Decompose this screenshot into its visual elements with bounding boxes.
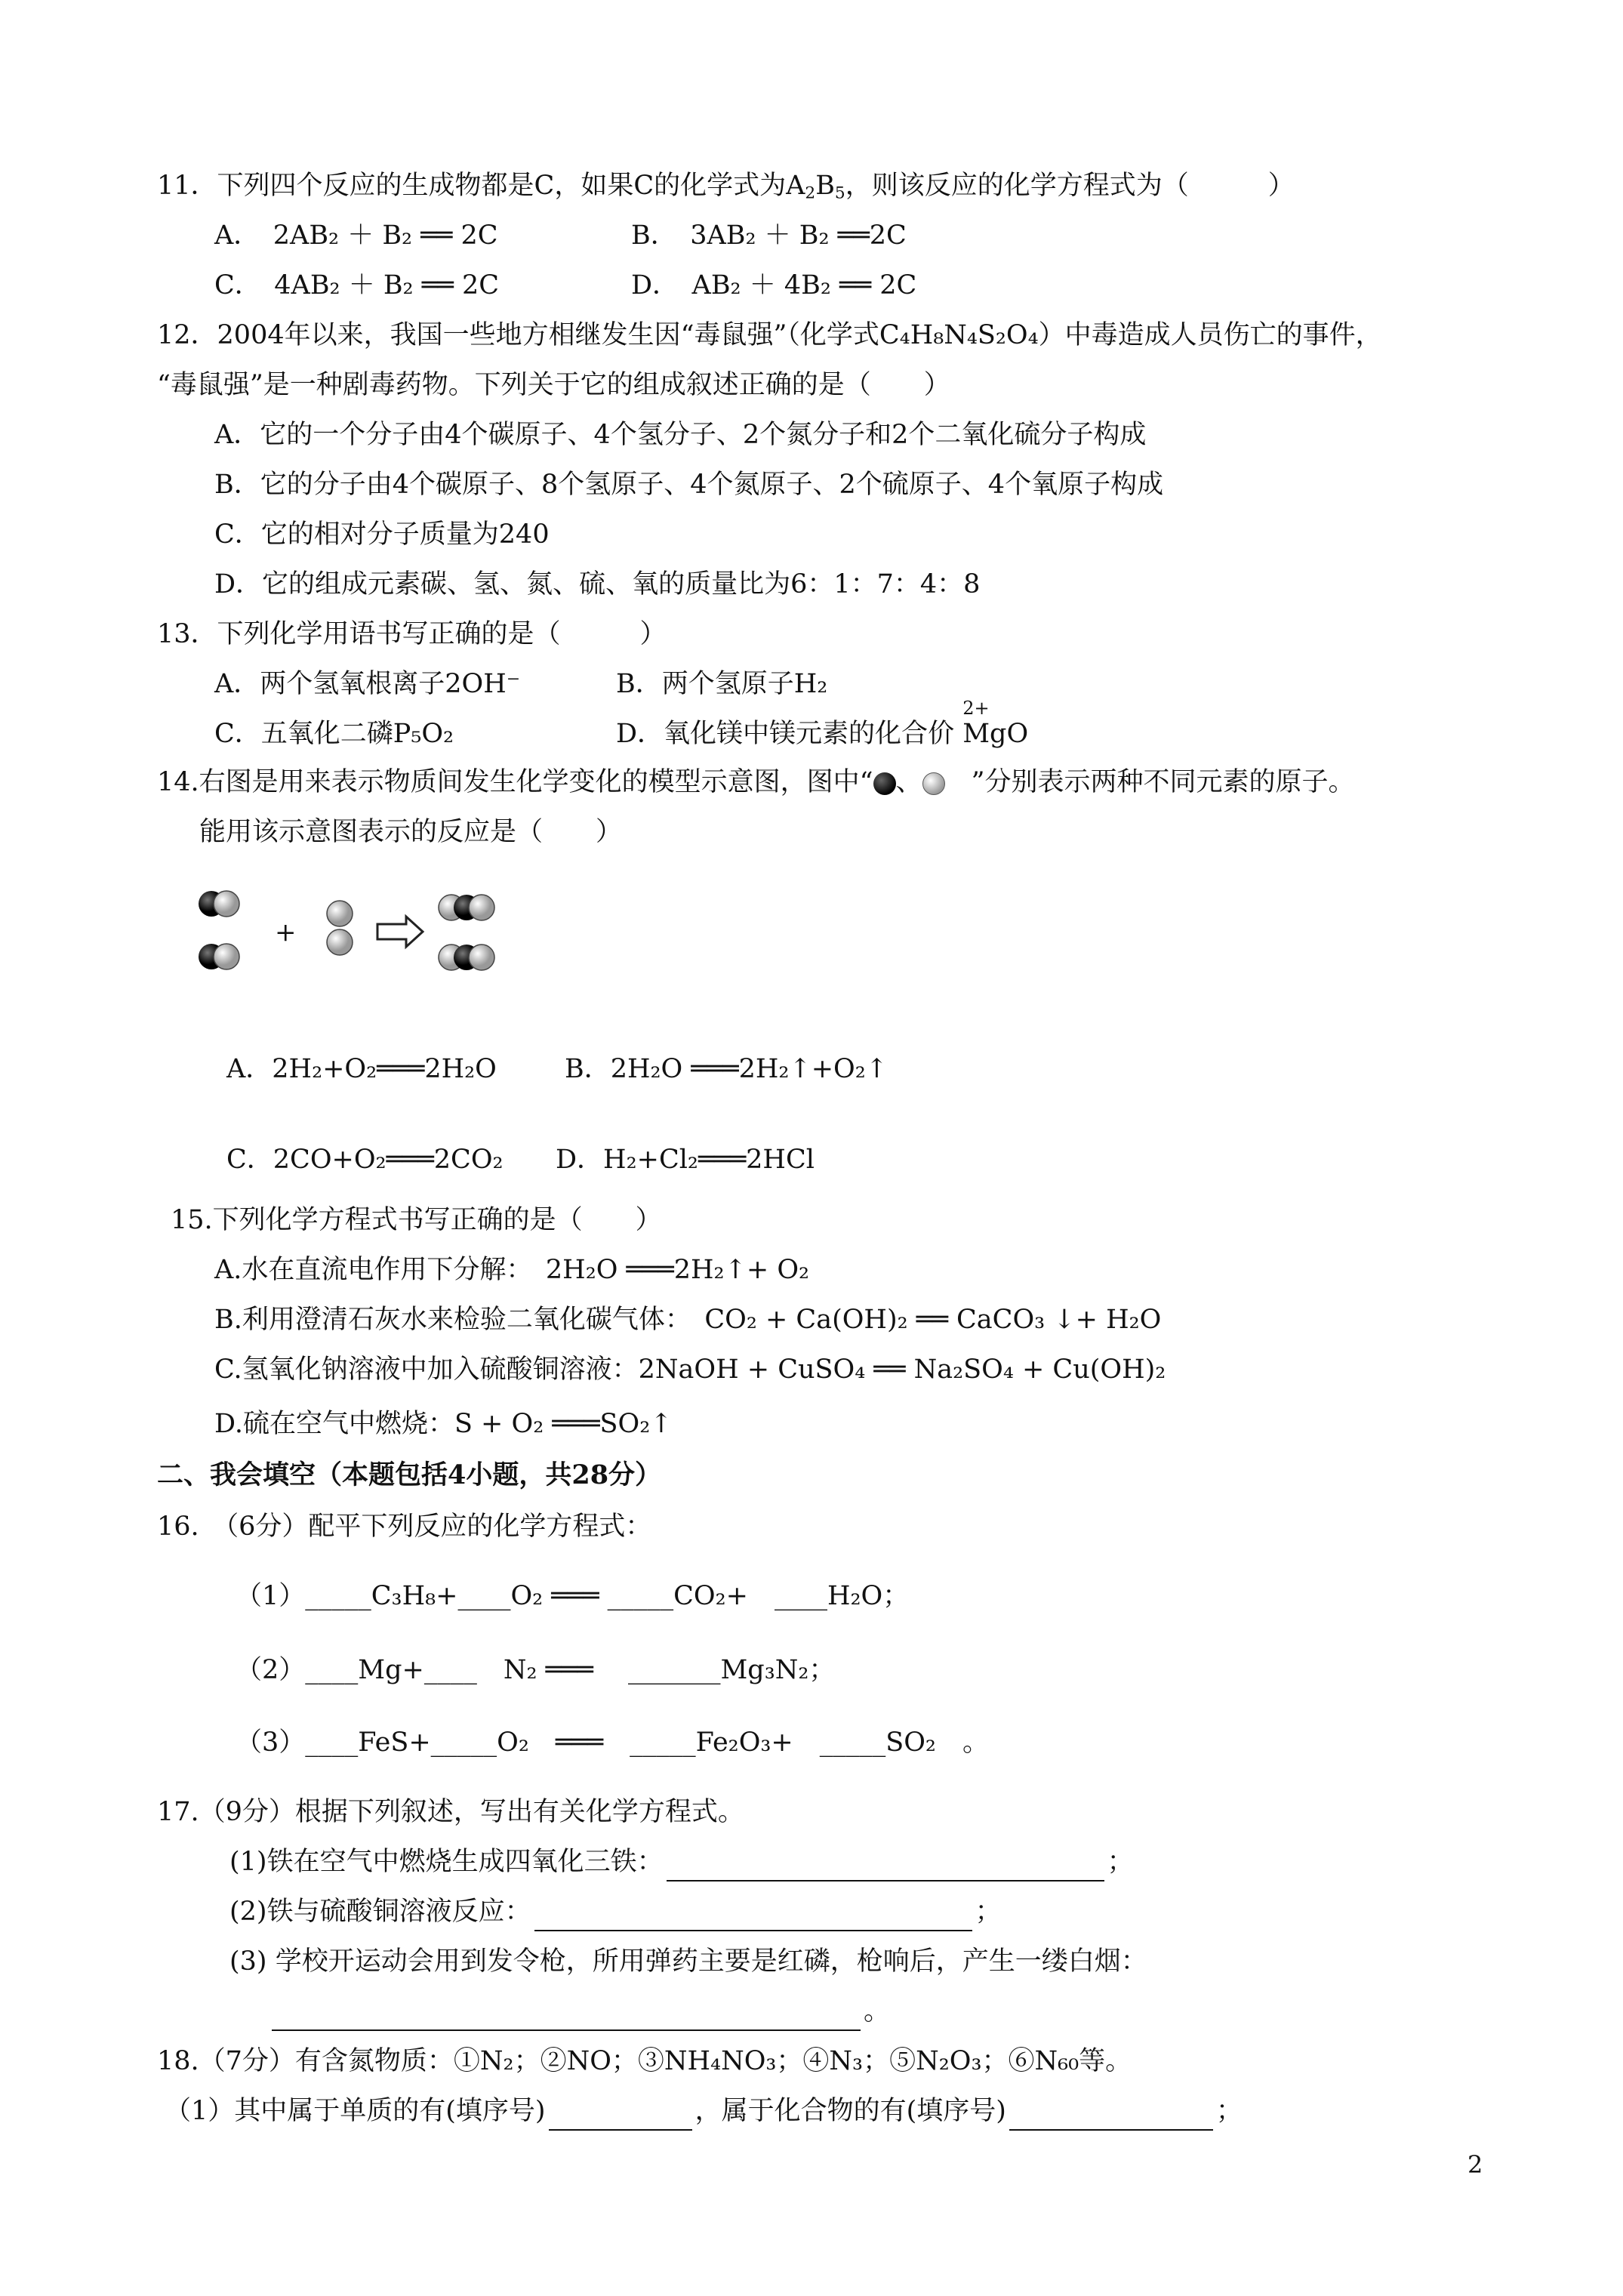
mgo-valence: 2+ MgO <box>962 698 1029 749</box>
q16-equation-3: （3）____FeS+_____O₂ ═══ _____Fe₂O₃+ _____SO₂ 。 <box>236 1727 989 1758</box>
q14-option-a: A．2H₂+O₂═══2H₂O <box>226 1054 497 1084</box>
q13-option-c: C．五氧化二磷P₅O₂ <box>214 719 454 749</box>
reactant-molecule-2 <box>199 944 239 969</box>
answer-blank-17-2[interactable] <box>534 1894 972 1931</box>
q11-option-a: A． 2AB₂ ＋ B₂ ══ 2C <box>214 220 498 251</box>
reaction-arrow-icon <box>377 917 423 947</box>
q14-option-b: B．2H₂O ═══2H₂↑+O₂↑ <box>565 1054 888 1084</box>
q13-option-d: D．氧化镁中镁元素的化合价 2+ MgO <box>616 716 1028 752</box>
answer-blank-17-3[interactable] <box>272 1993 861 2031</box>
q12-stem-line2: “毒鼠强”是一种剧毒药物。下列关于它的组成叙述正确的是（ ） <box>157 370 950 400</box>
plus-sign: + <box>275 917 297 948</box>
gray-atom-icon <box>922 772 945 795</box>
product-molecule-2 <box>439 945 494 970</box>
q16-stem: 16. （6分）配平下列反应的化学方程式： <box>157 1512 652 1542</box>
q12-option-b: B．它的分子由4个碳原子、8个氢原子、4个氮原子、2个硫原子、4个氧原子构成 <box>214 470 1164 500</box>
q17-part-2: (2)铁与硫酸铜溶液反应： ； <box>229 1894 1002 1931</box>
q11-option-b: B． 3AB₂ ＋ B₂ ══2C <box>631 220 907 251</box>
answer-blank-18-compounds[interactable] <box>1009 2093 1213 2131</box>
q13-option-a: A．两个氢氧根离子2OH⁻ <box>214 669 521 699</box>
q18-part-1: （1）其中属于单质的有(填序号) ，属于化合物的有(填序号) ； <box>165 2093 1243 2131</box>
reactant-molecule-1 <box>199 891 239 917</box>
q18-stem: 18.（7分）有含氮物质：①N₂；②NO；③NH₄NO₃；④N₃；⑤N₂O₃；⑥N₆₀等。 <box>157 2046 1132 2076</box>
q15-option-a: A.水在直流电作用下分解： 2H₂O ═══2H₂↑+ O₂ <box>214 1255 810 1285</box>
q11-option-c: C． 4AB₂ ＋ B₂ ══ 2C <box>214 270 500 300</box>
reaction-model-diagram <box>195 882 527 995</box>
q12-stem-line1: 12．2004年以来，我国一些地方相继发生因“毒鼠强”（化学式C₄H₈N₄S₂O₄）中毒造成人员伤亡的事件， <box>157 320 1382 350</box>
section-2-heading: 二、我会填空（本题包括4小题，共28分） <box>157 1459 662 1490</box>
page-number: 2 <box>1467 2150 1483 2179</box>
q16-equation-1: （1）_____C₃H₈+____O₂ ═══ _____CO₂+ ____H₂O； <box>236 1581 910 1611</box>
product-molecule-1 <box>439 895 494 920</box>
q13-stem: 13．下列化学用语书写正确的是（ ） <box>157 619 667 649</box>
q17-part-3-answer: 。 <box>272 1993 890 2031</box>
q14-option-c: C．2CO+O₂═══2CO₂ <box>226 1145 504 1175</box>
q15-option-c: C.氢氧化钠溶液中加入硫酸铜溶液：2NaOH + CuSO₄ ══ Na₂SO₄ + Cu(OH)₂ <box>214 1354 1166 1385</box>
reactant-molecule-3 <box>327 901 353 955</box>
q14-stem-line2: 能用该示意图表示的反应是（ ） <box>199 817 623 847</box>
q11-stem: 11．下列四个反应的生成物都是C，如果C的化学式为$A_2B_5$，则该反应的化学方程式为（ ） <box>157 171 1295 203</box>
q14-option-d: D．H₂+Cl₂═══2HCl <box>556 1145 815 1175</box>
q12-option-c: C．它的相对分子质量为240 <box>214 519 550 550</box>
black-atom-icon <box>873 772 896 795</box>
q15-option-d: D.硫在空气中燃烧：S + O₂ ═══SO₂↑ <box>214 1409 673 1439</box>
q17-part-3: (3) 学校开运动会用到发令枪，所用弹药主要是红磷，枪响后，产生一缕白烟： <box>229 1946 1147 1977</box>
q14-stem-line1: 14.右图是用来表示物质间发生化学变化的模型示意图，图中“ 、 ”分别表示两种不同元素的原子。 <box>157 767 1355 797</box>
q12-option-d: D．它的组成元素碳、氢、氮、硫、氧的质量比为6：1：7：4：8 <box>214 569 981 599</box>
q13-option-b: B．两个氢原子H₂ <box>616 669 828 699</box>
q15-stem: 15.下列化学方程式书写正确的是（ ） <box>171 1205 662 1235</box>
q17-part-1: (1)铁在空气中燃烧生成四氧化三铁： ； <box>229 1844 1134 1881</box>
q15-option-b: B.利用澄清石灰水来检验二氧化碳气体： CO₂ + Ca(OH)₂ ══ CaCO₃ ↓+ H₂O <box>214 1305 1162 1335</box>
q12-option-a: A．它的一个分子由4个碳原子、4个氢分子、2个氮分子和2个二氧化硫分子构成 <box>214 420 1147 450</box>
q16-equation-2: （2）____Mg+____ N₂ ═══ _______Mg₃N₂； <box>236 1655 836 1685</box>
q17-stem: 17.（9分）根据下列叙述，写出有关化学方程式。 <box>157 1797 744 1827</box>
answer-blank-18-elements[interactable] <box>549 2093 692 2131</box>
q11-option-d: D． AB₂ ＋ 4B₂ ══ 2C <box>631 270 917 300</box>
answer-blank-17-1[interactable] <box>667 1844 1104 1881</box>
